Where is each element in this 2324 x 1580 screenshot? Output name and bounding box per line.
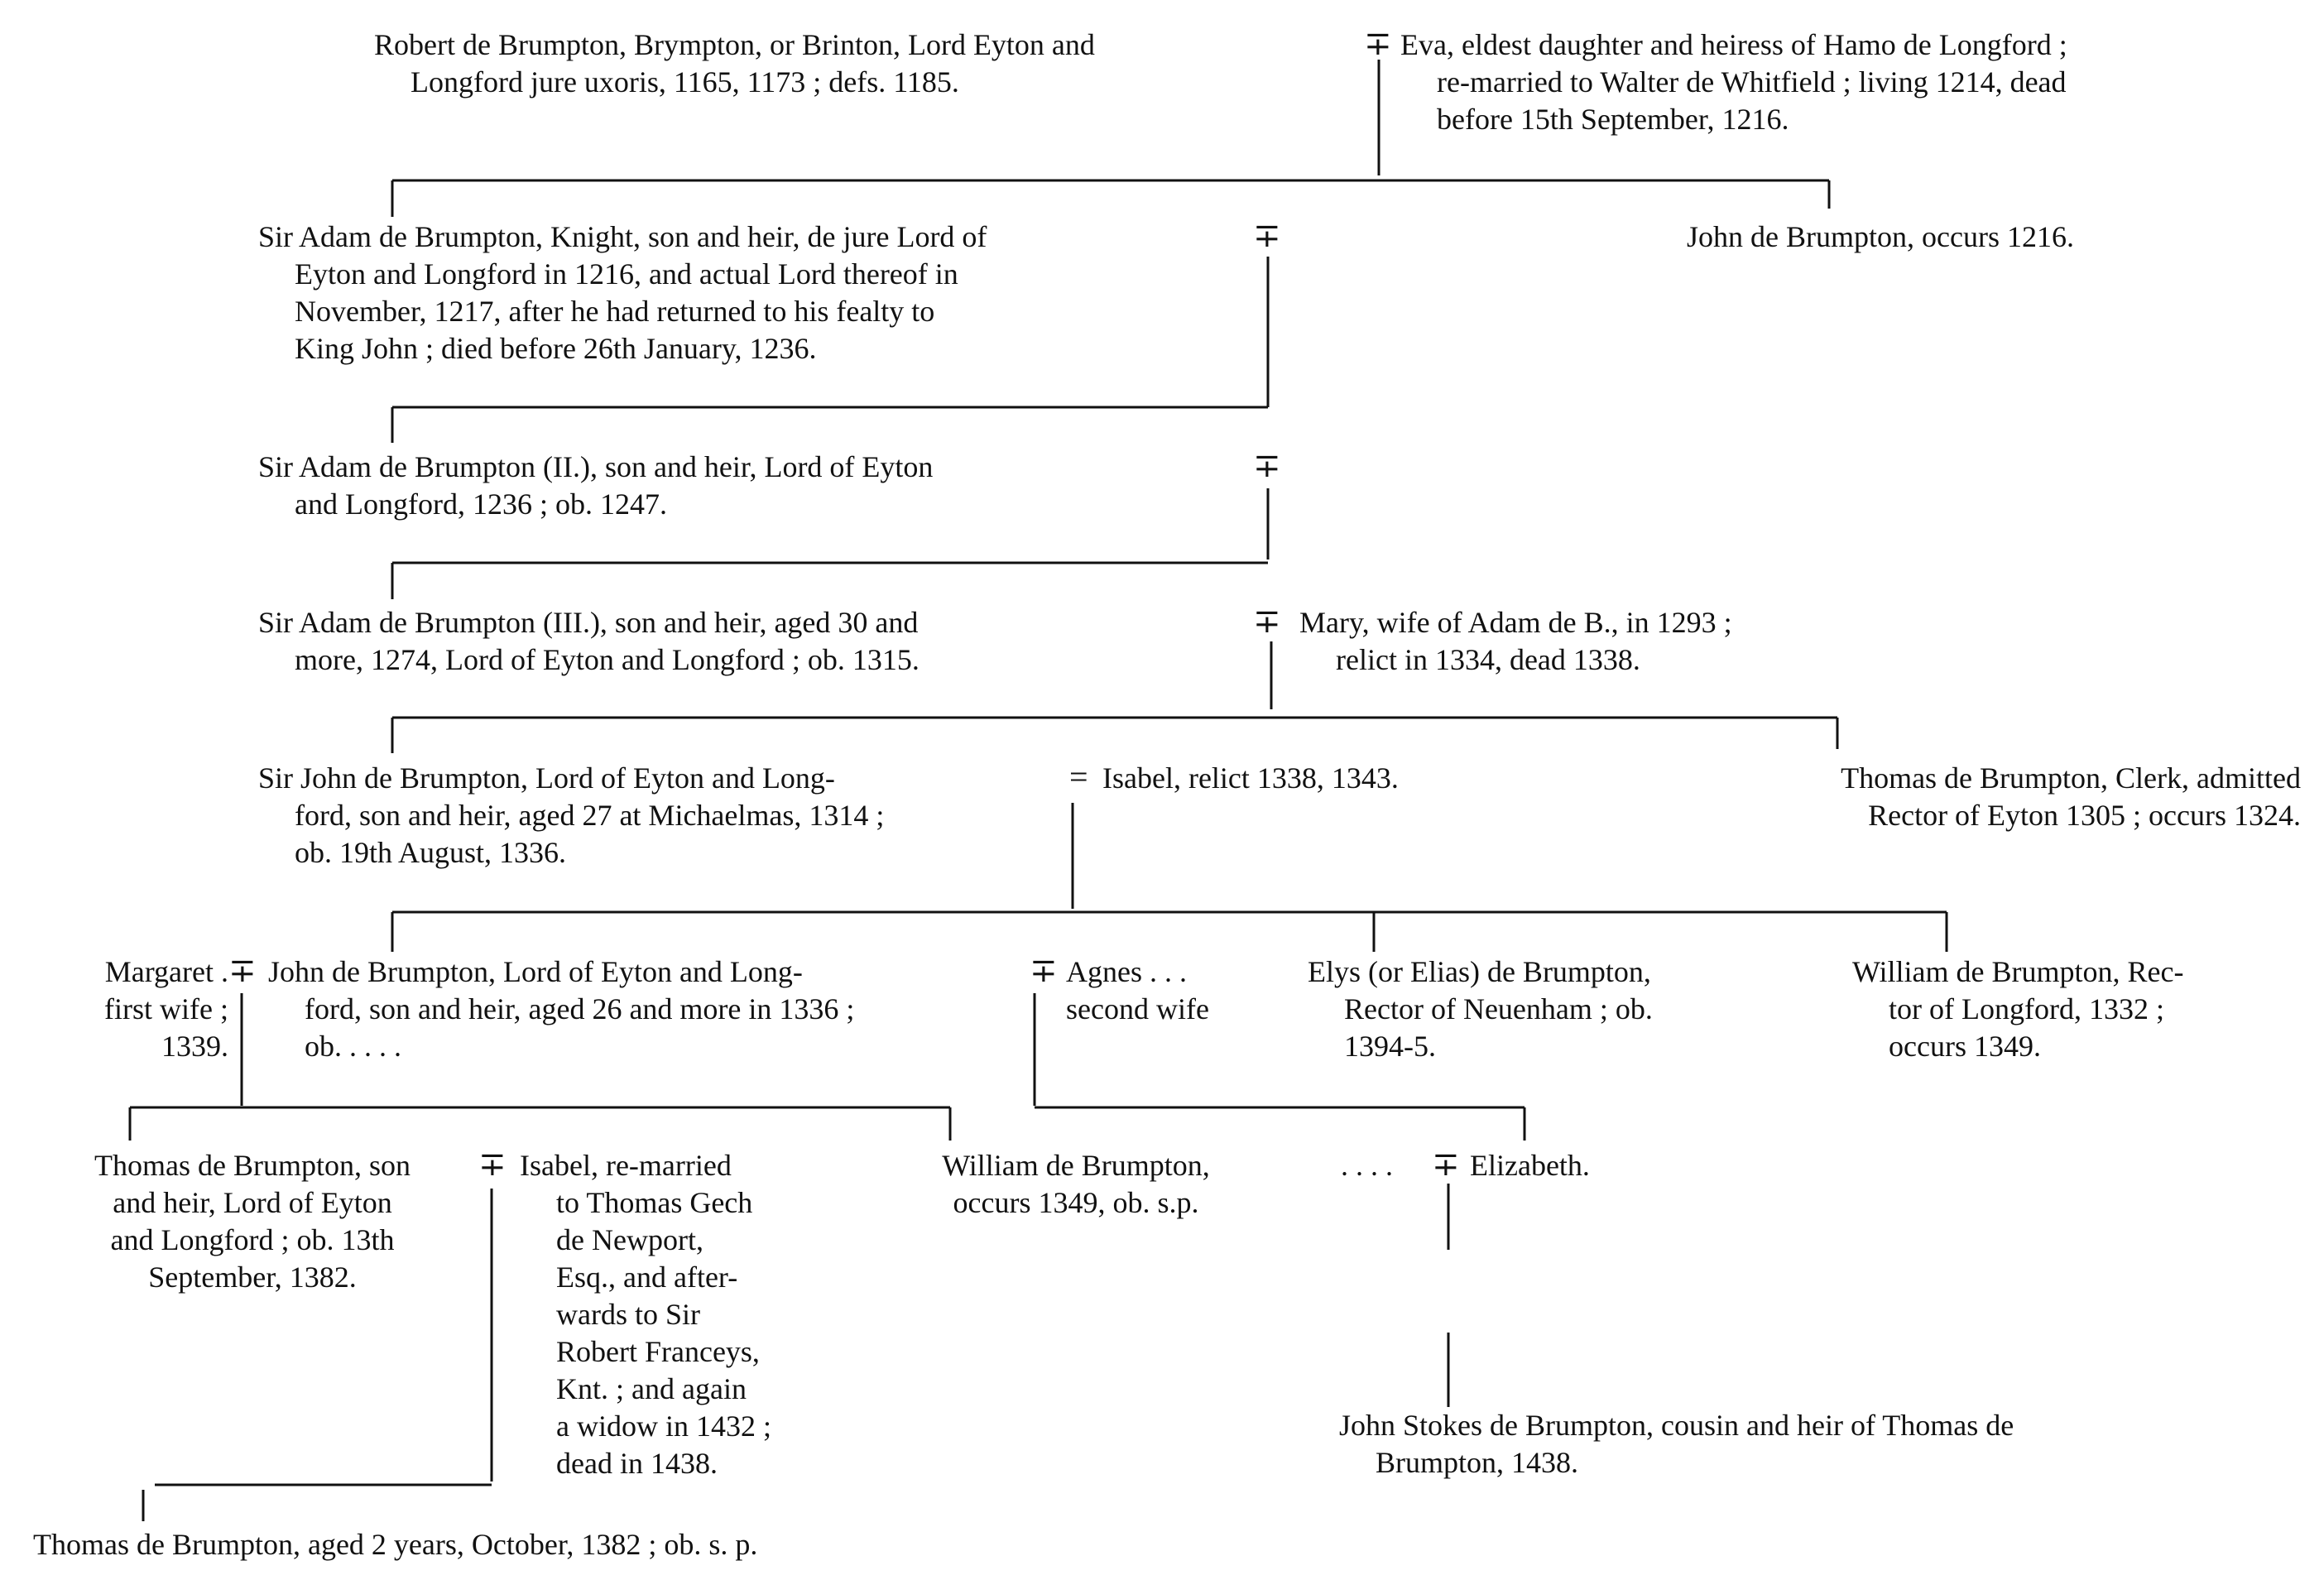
eva-de-longford: Eva, eldest daughter and heiress of Hamo de Longford ; re-married to Walter de Whitfield ; living 1214, dead before 15th September, 1216. bbox=[1400, 28, 2067, 136]
thomas-de-brumpton-child: Thomas de Brumpton, aged 2 years, October, 1382 ; ob. s. p. bbox=[33, 1528, 758, 1561]
elys-de-brumpton: Elys (or Elias) de Brumpton, Rector of Neuenham ; ob. 1394-5. bbox=[1308, 955, 1653, 1063]
thomas-de-brumpton-1382: Thomas de Brumpton, son and heir, Lord of Eyton and Longford ; ob. 13th September, 1382. bbox=[94, 1149, 411, 1294]
isabel-relict: Isabel, relict 1338, 1343. bbox=[1102, 761, 1399, 795]
john-stokes-de-brumpton: John Stokes de Brumpton, cousin and heir of Thomas de Brumpton, 1438. bbox=[1339, 1409, 2014, 1479]
thomas-de-brumpton-clerk: Thomas de Brumpton, Clerk, admitted Rector of Eyton 1305 ; occurs 1324. bbox=[1841, 761, 2301, 832]
marriage-issue-symbol: ∓ bbox=[1253, 447, 1281, 484]
marriage-issue-symbol: ∓ bbox=[1030, 952, 1058, 989]
sir-adam-de-brumpton-iii: Sir Adam de Brumpton (III.), son and heir, aged 30 and more, 1274, Lord of Eyton and Longford ; ob. 1315. bbox=[258, 606, 920, 676]
isabel-gech: Isabel, re-married to Thomas Gech de Newport, Esq., and after- wards to Sir Robert Franceys, Knt. ; and again a widow in 1432 ; dead in 1438. bbox=[520, 1149, 771, 1480]
sir-adam-de-brumpton-i: Sir Adam de Brumpton, Knight, son and heir, de jure Lord of Eyton and Longford in 1216, and actual Lord thereof in November, 1217, after he had returned to his fealty to King John ; died before 26th January, 1236. bbox=[258, 220, 987, 365]
marriage-issue-symbol: ∓ bbox=[1253, 217, 1281, 254]
margaret-first-wife: Margaret . first wife ; 1339. bbox=[104, 955, 228, 1063]
marriage-issue-symbol: ∓ bbox=[228, 952, 257, 989]
john-de-brumpton-lord: John de Brumpton, Lord of Eyton and Long- ford, son and heir, aged 26 and more in 1336 ; ob. . . . . bbox=[268, 955, 855, 1063]
agnes-second-wife: Agnes . . . second wife bbox=[1066, 955, 1209, 1025]
william-de-brumpton-rector: William de Brumpton, Rec- tor of Longford, 1332 ; occurs 1349. bbox=[1852, 955, 2184, 1063]
marriage-issue-symbol: ∓ bbox=[1364, 25, 1392, 62]
marriage-symbol: = bbox=[1069, 758, 1088, 795]
mary-wife-of-adam: Mary, wife of Adam de B., in 1293 ; relict in 1334, dead 1338. bbox=[1299, 606, 1732, 676]
marriage-issue-symbol: ∓ bbox=[478, 1145, 507, 1183]
elizabeth: Elizabeth. bbox=[1470, 1149, 1590, 1182]
robert-de-brumpton: Robert de Brumpton, Brympton, or Brinton, Lord Eyton and Longford jure uxoris, 1165, 1173 ; defs. 1185. bbox=[374, 28, 1095, 98]
marriage-issue-symbol: ∓ bbox=[1432, 1145, 1460, 1183]
william-de-brumpton-1349: William de Brumpton, occurs 1349, ob. s.p. bbox=[942, 1149, 1210, 1219]
marriage-issue-symbol: ∓ bbox=[1253, 603, 1281, 640]
john-de-brumpton-1216: John de Brumpton, occurs 1216. bbox=[1687, 220, 2074, 253]
unknown-ancestor: . . . . bbox=[1341, 1149, 1393, 1182]
sir-john-de-brumpton: Sir John de Brumpton, Lord of Eyton and Long- ford, son and heir, aged 27 at Michaelmas, 1314 ; ob. 19th August, 1336. bbox=[258, 761, 885, 869]
sir-adam-de-brumpton-ii: Sir Adam de Brumpton (II.), son and heir, Lord of Eyton and Longford, 1236 ; ob. 1247. bbox=[258, 450, 934, 521]
